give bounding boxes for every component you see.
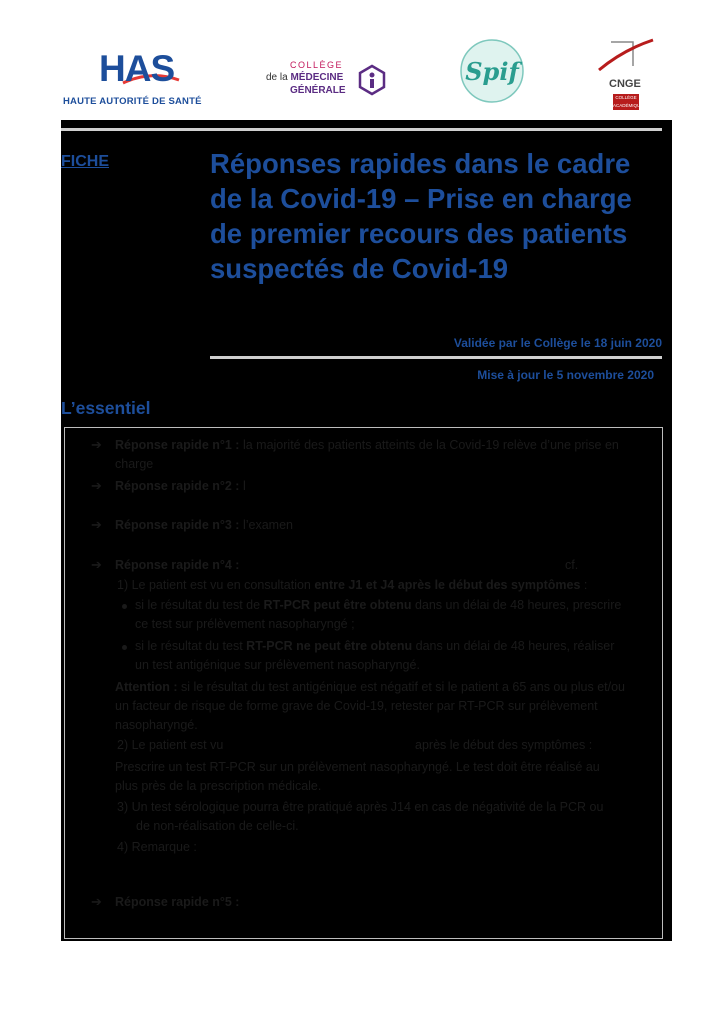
- bullet-1-cont: ce test sur prélèvement nasopharyngé ;: [135, 617, 355, 631]
- has-logo-fullname: HAUTE AUTORITÉ DE SANTÉ: [63, 96, 202, 107]
- svg-text:Spif: Spif: [465, 57, 519, 86]
- rapid-answer-5: Réponse rapide n°5 :: [115, 895, 240, 909]
- item-2-cont: après le début des symptômes :: [415, 738, 593, 752]
- cnge-emblem-icon: [593, 36, 657, 80]
- item-4: 4) Remarque :: [117, 840, 197, 854]
- section-heading: L’essentiel: [61, 398, 151, 418]
- rapid-answer-4: Réponse rapide n°4 :: [115, 558, 240, 572]
- cmg-logo-line2: de la MÉDECINE: [266, 72, 344, 83]
- cmg-hexagon-icon: [358, 64, 386, 96]
- prescription-text-cont: plus près de la prescription médicale.: [115, 779, 322, 793]
- has-logo-name: HAS: [99, 48, 175, 89]
- bullet-icon: [122, 645, 127, 650]
- essentiel-box: [64, 427, 663, 939]
- header-divider: [61, 128, 662, 131]
- bullet-1: si le résultat du test de RT-PCR peut être obtenu dans un délai de 48 heures, prescrire: [135, 598, 622, 612]
- cnge-logo-name: CNGE: [609, 78, 641, 90]
- cmg-logo-line1: COLLÈGE: [290, 60, 344, 70]
- bullet-2-cont: un test antigénique sur prélèvement nasopharyngé.: [135, 658, 420, 672]
- cmg-logo-line3: GÉNÉRALE: [290, 85, 346, 96]
- arrow-icon: ➔: [91, 478, 102, 493]
- document-title: Réponses rapides dans le cadre de la Covid-19 – Prise en charge de premier recours des patients suspectés de Covid-19: [210, 148, 632, 284]
- has-logo: [61, 48, 221, 118]
- rapid-answer-2: Réponse rapide n°2 : l: [115, 479, 246, 493]
- arrow-icon: ➔: [91, 557, 102, 572]
- title-divider: [210, 356, 662, 359]
- document-page: [61, 20, 672, 941]
- attention-note: Attention : si le résultat du test antigénique est négatif et si le patient a 65 ans ou plus et/ou: [115, 680, 626, 694]
- attention-note-cont: nasopharyngé.: [115, 718, 198, 732]
- validation-date: Validée par le Collège le 18 juin 2020: [453, 336, 662, 350]
- update-date: Mise à jour le 5 novembre 2020: [477, 368, 654, 382]
- arrow-icon: ➔: [91, 894, 102, 909]
- attention-note-cont: un facteur de risque de forme grave de Covid-19, retester par RT-PCR sur prélèvement: [115, 699, 598, 713]
- item-3: 3) Un test sérologique pourra être pratiqué après J14 en cas de négativité de la PCR ou: [117, 800, 604, 814]
- bullet-2: si le résultat du test RT-PCR ne peut être obtenu dans un délai de 48 heures, réaliser: [135, 639, 615, 653]
- bullet-icon: [122, 604, 127, 609]
- arrow-icon: ➔: [91, 437, 102, 452]
- item-1: 1) Le patient est vu en consultation entre J1 et J4 après le début des symptômes :: [117, 578, 588, 592]
- rapid-answer-1: Réponse rapide n°1 : la majorité des patients atteints de la Covid-19 relève d’une prise en: [115, 438, 619, 452]
- cmg-logo: [266, 60, 396, 102]
- rapid-answer-3: Réponse rapide n°3 : l’examen: [115, 518, 293, 532]
- arrow-icon: ➔: [91, 517, 102, 532]
- prescription-text: Prescrire un test RT-PCR sur un prélèvement nasopharyngé. Le test doit être réalisé au: [115, 760, 600, 774]
- rapid-answer-4-ref: cf.: [565, 558, 579, 572]
- cnge-logo-badge: COLLÈGE ACADÉMIQUE: [613, 95, 644, 108]
- document-type: FICHE: [61, 153, 109, 170]
- item-3-cont: de non-réalisation de celle-ci.: [136, 819, 299, 833]
- rapid-answer-1-cont: charge: [115, 457, 154, 471]
- spif-logo: [456, 36, 528, 106]
- spif-emblem-icon: [456, 36, 528, 106]
- cnge-logo: [593, 36, 657, 116]
- item-2: 2) Le patient est vu: [117, 738, 224, 752]
